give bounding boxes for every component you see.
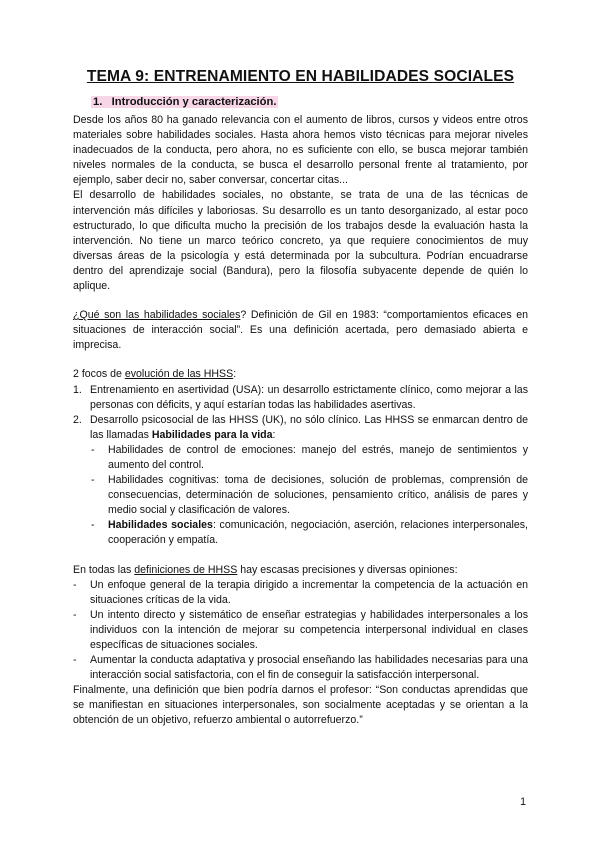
que-son-paragraph — [73, 308, 528, 353]
list-dash: - — [73, 654, 77, 667]
habilidades-list — [73, 443, 528, 549]
list-item-bold: Habilidades para la vida — [151, 428, 273, 441]
list-item-text: : comunicación, negociación, aserción, relaciones interpersonales, cooperación y empatía. — [108, 519, 528, 547]
list-item-text: Habilidades de control de emociones: manejo del estrés, manejo de sentimientos y aumento del control. — [108, 443, 528, 471]
focos-intro-prefix: 2 focos de — [73, 368, 125, 381]
spacer — [73, 549, 528, 563]
list-dash: - — [91, 519, 95, 532]
intro-paragraph-1: Desde los años 80 ha ganado relevancia con el aumento de libros, cursos y videos entre otros materiales sobre habilidades sociales. Hasta ahora hemos visto técnicas para mejorar niveles inadecuados de la conducta, pero ahora, no es suficiente con ello, se busca mejorar también niveles normales de la conducta, se busca el desarrollo personal frente al tratamiento, por ejemplo, saber decir no, saber conversar, concertar citas... — [73, 114, 528, 187]
definiciones-list — [73, 578, 528, 684]
page-number: 1 — [520, 796, 526, 808]
definiciones-intro-link: definiciones de HHSS — [134, 563, 238, 576]
list-item-text: Un enfoque general de la terapia dirigido a incrementar la competencia de la actuación en situaciones críticas de la vida. — [90, 578, 528, 606]
section-title: Introducción y caracterización. — [111, 96, 277, 108]
list-item — [73, 608, 528, 653]
focos-list — [73, 383, 528, 443]
final-definition-paragraph: Finalmente, una definición que bien podría darnos el profesor: “Son conductas aprendidas que se manifiestan en situaciones interpersonales, son socialmente aceptadas y se orientan a la obtención de un objetivo, refuerzo ambiental o autorrefuerzo.” — [73, 684, 528, 727]
section-number: 1. — [93, 96, 103, 108]
list-item — [91, 473, 528, 518]
list-item — [73, 413, 528, 443]
section-heading-highlight — [91, 96, 278, 108]
definiciones-intro — [73, 563, 528, 578]
list-item-text: Aumentar la conducta adaptativa y prosocial enseñando las habilidades necesarias para una interacción social satisfactoria, con el fin de conseguir la satisfacción interpersonal. — [90, 654, 528, 682]
list-item — [73, 653, 528, 683]
list-dash: - — [73, 578, 77, 591]
list-item — [91, 443, 528, 473]
list-item-text: Un intento directo y sistemático de enseñar estrategias y habilidades interpersonales a los individuos con la intención de mejorar su competencia interpersonal individual en clases específicas de situaciones sociales. — [90, 608, 528, 651]
list-item-text-after: : — [272, 428, 276, 441]
definiciones-intro-prefix: En todas las — [73, 563, 135, 576]
section-heading — [91, 96, 528, 108]
list-item — [73, 578, 528, 608]
list-item-text: Desarrollo psicosocial de las HHSS (UK), no sólo clínico. Las HHSS se enmarcan dentro de las llamadas — [90, 413, 528, 441]
focos-intro-suffix: : — [233, 368, 237, 381]
list-item-text: Entrenamiento en asertividad (USA): un desarrollo estrictamente clínico, como mejorar a las personas con déficits, y aquí estarían todas las habilidades asertivas. — [90, 383, 528, 411]
definiciones-intro-suffix: hay escasas precisiones y diversas opiniones: — [237, 563, 458, 576]
que-son-text: ? Definición de Gil en 1983: “comportamientos eficaces en situaciones de interacción social”. Es una definición acertada, pero demasiado abierta e imprecisa. — [73, 309, 528, 352]
list-item — [91, 518, 528, 548]
list-dash: - — [91, 474, 95, 487]
list-dash: - — [91, 443, 95, 456]
list-number: 1. — [73, 383, 82, 396]
focos-intro — [73, 367, 528, 382]
spacer — [73, 294, 528, 308]
que-son-link: ¿Qué son las habilidades sociales — [73, 309, 241, 322]
document-page — [73, 68, 528, 729]
page-title: TEMA 9: ENTRENAMIENTO EN HABILIDADES SOCIALES — [86, 68, 515, 85]
list-item-text: Habilidades cognitivas: toma de decisiones, solución de problemas, comprensión de consecuencias, determinación de soluciones, pensamiento crítico, análisis de pares y medio social y clasificación de valores. — [108, 474, 528, 517]
intro-paragraph-2: El desarrollo de habilidades sociales, no obstante, se trata de una de las técnicas de intervención más difíciles y laboriosas. Su desarrollo es un tanto desorganizado, al estar poco estructurado, lo que dificulta mucho la precisión de los trabajos desde la evaluación hasta la intervención. No tiene un marco teórico concreto, ya que requiere conocimientos de muy diversas áreas de la psicología y está determinada por la subcultura. Podrían encuadrarse dentro del aprendizaje social (Bandura), pero la filosofía subyacente depende de quién lo aplique. — [73, 189, 528, 293]
focos-intro-link: evolución de las HHSS — [124, 368, 234, 381]
list-number: 2. — [73, 413, 82, 426]
spacer — [73, 353, 528, 367]
list-item-bold: Habilidades sociales — [108, 519, 213, 532]
list-dash: - — [73, 608, 77, 621]
list-item — [73, 383, 528, 413]
